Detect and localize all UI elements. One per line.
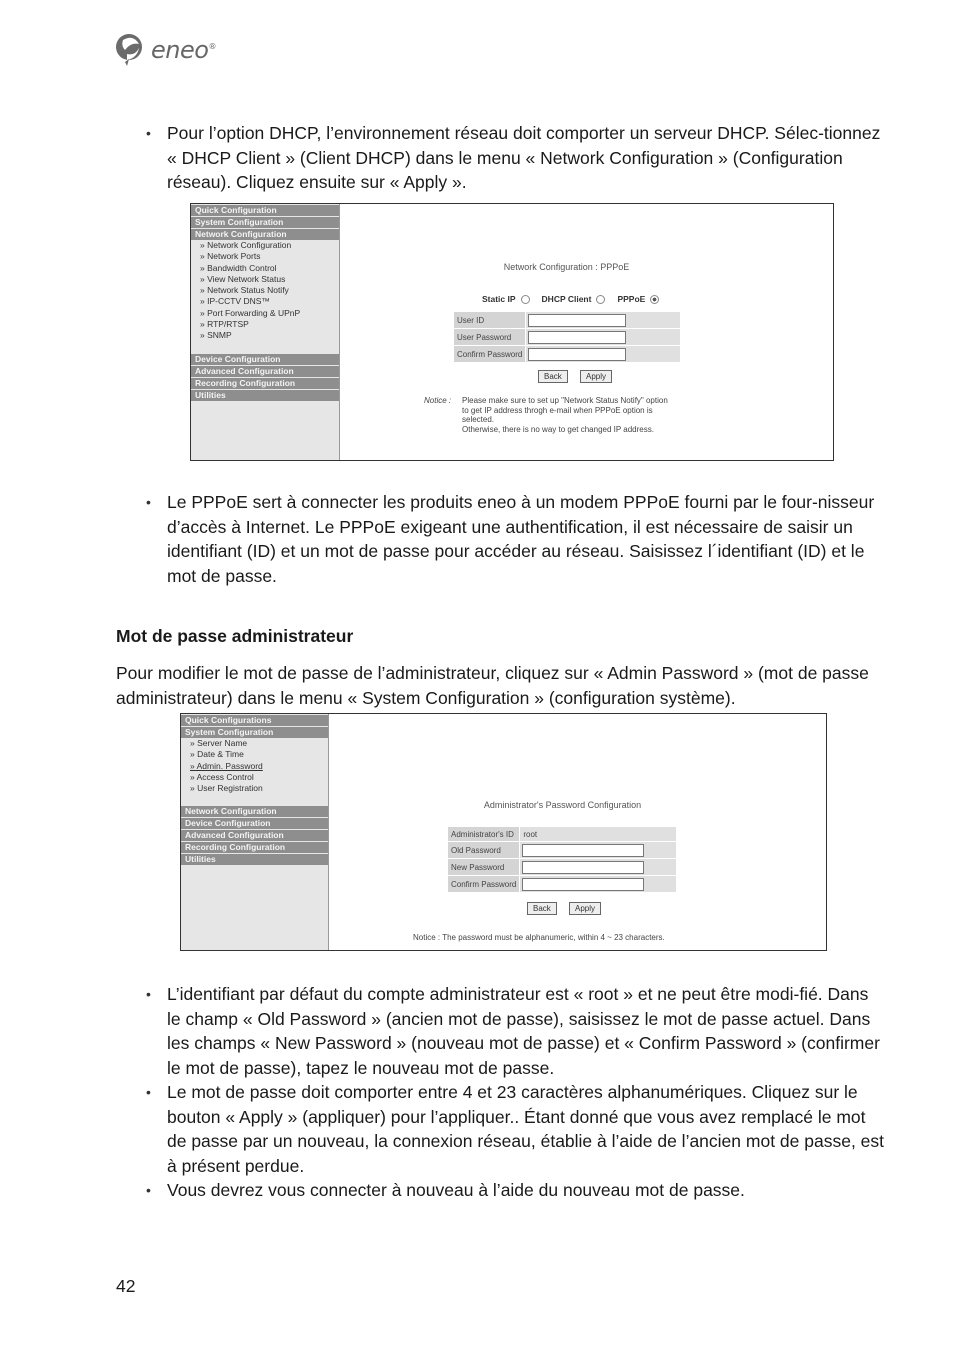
screenshot-network-config [190,203,834,461]
sidebar-item-advanced-config[interactable]: Advanced Configuration [181,830,328,841]
radio-dhcp-client[interactable]: DHCP Client [542,294,606,304]
confirm-password-input[interactable] [522,878,644,891]
panel-title: Network Configuration : PPPoE [503,262,630,272]
sidebar-subitem-server-name[interactable]: » Server Name [190,738,248,748]
sidebar-subitem-admin-password[interactable]: » Admin. Password [190,760,263,771]
bullet-password-rules: • Le mot de passe doit comporter entre 4 et 23 caractères alphanumériques. Cliquez sur le bouton « Apply » (appliquer) pour l’appliquer.. Étant donné que vous avez remplacé le mot de passe par un nouveau, la connexion réseau, établie à l’aide de l’ancien mot de passe, est à présent perdue. [146,1080,886,1178]
radio-static-ip-circle[interactable] [521,295,530,304]
sidebar-menu [181,714,329,950]
admin-intro-paragraph: Pour modifier le mot de passe de l’administrateur, cliquez sur « Admin Password » (mot de passe administrateur) dans le menu « System Configuration » (configuration système). [116,663,869,708]
sidebar-item-recording-config[interactable]: Recording Configuration [181,842,328,853]
pppoe-form [453,311,681,363]
field-label-admin-id: Administrator's ID [448,827,520,842]
bullet-list-pppoe [146,490,886,588]
bullet-list-dhcp [146,121,886,195]
panel-title: Administrator's Password Configuration [483,800,642,810]
sidebar-item-utilities[interactable]: Utilities [191,390,339,401]
bullet-default-id: • L’identifiant par défaut du compte administrateur est « root » et ne peut être modi-fié. Dans le champ « Old Password » (ancien mot de passe), saisissez le mot de passe actuel. Dans les champs « New Password » (nouveau mot de passe) et « Confirm Password » (confirmer le mot de passe), tapez le nouveau mot de passe. [146,982,886,1080]
admin-password-form [447,826,677,893]
radio-pppoe[interactable]: PPPoE [617,294,659,304]
sidebar-subitem-port-forwarding[interactable]: » Port Forwarding & UPnP [200,307,301,318]
confirm-password-input[interactable] [528,348,626,361]
field-label-new-password: New Password [448,859,520,876]
notice-line: selected. [462,415,495,424]
sidebar-subitem-access-control[interactable]: » Access Control [190,771,254,782]
radio-pppoe-circle[interactable] [650,295,659,304]
new-password-input[interactable] [522,861,644,874]
notice-line: Please make sure to set up "Network Status Notify" option [462,396,668,405]
sidebar-item-advanced-config[interactable]: Advanced Configuration [191,366,339,377]
sidebar-item-quick-config[interactable]: Quick Configurations [181,715,328,726]
eneo-logo [113,30,216,70]
sidebar-item-utilities[interactable]: Utilities [181,854,328,865]
page-number: 42 [116,1276,136,1296]
sidebar-subitem-bandwidth-control[interactable]: » Bandwidth Control [200,262,277,273]
bullet-pppoe: • Le PPPoE sert à connecter les produits eneo à un modem PPPoE fourni par le four-nisseur d’accès à Internet. Le PPPoE exigeant une authentification, il est nécessaire de saisir un identifiant (ID) et un mot de passe pour accéder au réseau. Saisissez l´identifiant (ID) et le mot de passe. [146,490,886,588]
sidebar-item-recording-config[interactable]: Recording Configuration [191,378,339,389]
section-heading-admin-password: Mot de passe administrateur [116,626,354,646]
sidebar-subitem-view-network-status[interactable]: » View Network Status [200,273,286,284]
apply-button[interactable]: Apply [580,370,612,383]
sidebar-subitem-date-time[interactable]: » Date & Time [190,749,244,760]
eneo-logo-icon [113,32,149,68]
field-label-confirm-password: Confirm Password [448,876,520,893]
sidebar-item-network-config[interactable]: Network Configuration [191,229,339,240]
radio-static-ip[interactable]: Static IP [482,294,530,304]
notice-line: to get IP address throgh e-mail when PPPoE option is [462,405,653,415]
sidebar-subitem-network-status-notify[interactable]: » Network Status Notify [200,285,289,296]
back-button[interactable]: Back [538,370,568,383]
sidebar-subitem-ip-cctv-dns[interactable]: » IP-CCTV DNS™ [200,296,270,307]
field-label-confirm-password: Confirm Password [454,346,526,363]
admin-id-value: root [520,827,677,842]
bullet-reconnect: • Vous devrez vous connecter à nouveau à l’aide du nouveau mot de passe. [146,1178,886,1203]
sidebar-item-device-config[interactable]: Device Configuration [191,354,339,365]
sidebar-subitem-snmp[interactable]: » SNMP [200,330,232,341]
notice-line: Otherwise, there is no way to get changed IP address. [462,424,654,434]
field-label-user-id: User ID [454,312,526,329]
field-label-old-password: Old Password [448,842,520,859]
main-panel [340,204,833,460]
back-button[interactable]: Back [527,902,557,915]
sidebar-item-system-config[interactable]: System Configuration [181,727,328,738]
bullet-dhcp: • Pour l’option DHCP, l’environnement réseau doit comporter un serveur DHCP. Sélec-tionnez « DHCP Client » (Client DHCP) dans le menu « Network Configuration » (Configuration réseau). Cliquez ensuite sur « Apply ». [146,121,886,195]
radio-dhcp-client-circle[interactable] [596,295,605,304]
apply-button[interactable]: Apply [569,902,601,915]
field-label-user-password: User Password [454,329,526,346]
sidebar-menu [191,204,340,460]
sidebar-subitem-network-configuration[interactable]: » Network Configuration [200,240,292,250]
notice-text: Notice : The password must be alphanumeric, within 4 ~ 23 characters. [413,933,665,942]
eneo-logo-text: eneo® [151,36,216,64]
user-password-input[interactable] [528,331,626,344]
old-password-input[interactable] [522,844,644,857]
bullet-list-admin [146,982,886,1203]
connection-type-radios [482,294,659,304]
sidebar-item-device-config[interactable]: Device Configuration [181,818,328,829]
main-panel [329,714,826,950]
sidebar-item-system-config[interactable]: System Configuration [191,217,339,228]
sidebar-subitem-user-registration[interactable]: » User Registration [190,783,263,794]
sidebar-subitem-network-ports[interactable]: » Network Ports [200,251,261,262]
sidebar-item-network-config[interactable]: Network Configuration [181,806,328,817]
user-id-input[interactable] [528,314,626,327]
notice-label: Notice : [424,396,452,405]
screenshot-admin-password [180,713,827,951]
notice-text [424,396,754,434]
sidebar-subitem-rtp-rtsp[interactable]: » RTP/RTSP [200,319,249,330]
sidebar-item-quick-config[interactable]: Quick Configuration [191,205,339,216]
